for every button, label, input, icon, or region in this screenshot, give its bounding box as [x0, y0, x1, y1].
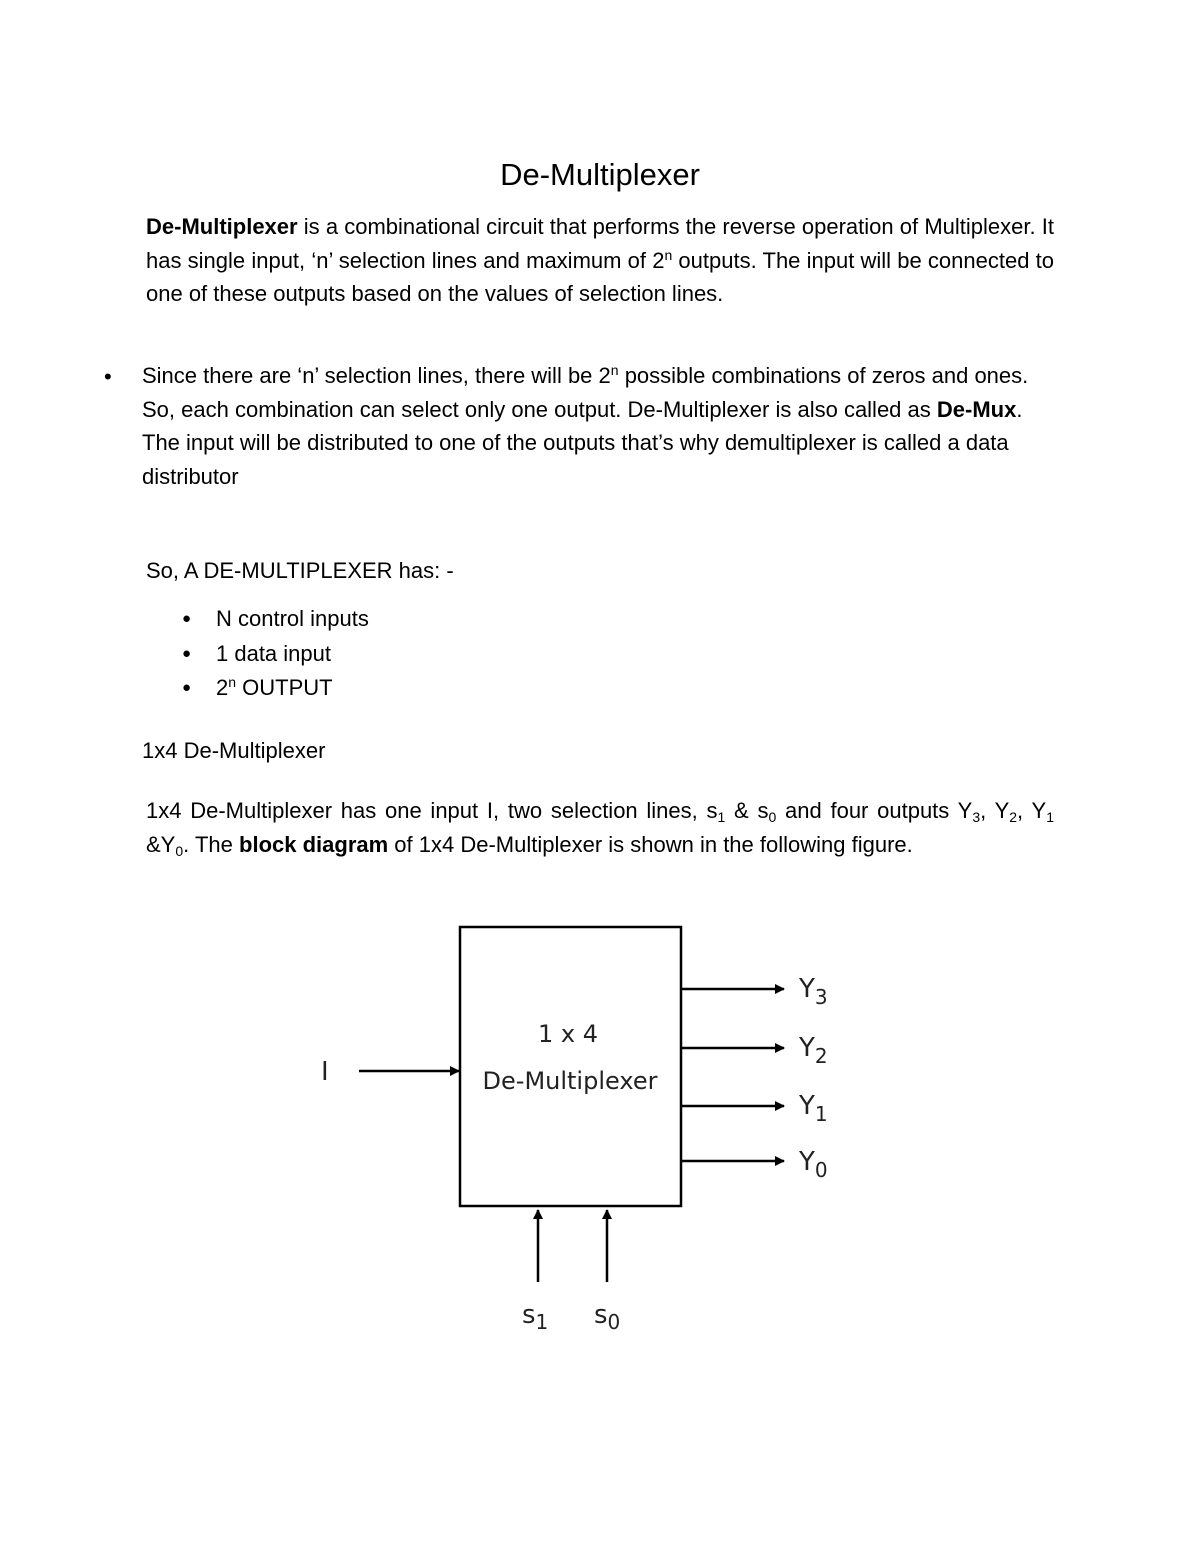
block-label-size: 1 x 4 — [538, 1020, 598, 1048]
sp-sub-2: 2 — [1009, 809, 1018, 825]
sp-text-f: &Y — [146, 831, 176, 857]
sp-text-e: , Y — [1017, 798, 1047, 823]
bullet-sup-n: n — [610, 362, 619, 378]
sp-text-g: . The — [183, 831, 240, 857]
list-item-data-input: ● 1 data input — [182, 637, 369, 672]
output-label-y1: $Y_1$ — [799, 1091, 828, 1126]
page-title: De-Multiplexer — [500, 157, 700, 192]
bullet-dot: • — [104, 364, 112, 389]
output-label-y0: $Y_0$ — [799, 1147, 828, 1182]
intro-bold-term: De-Multiplexer — [146, 214, 298, 239]
input-label: I — [321, 1057, 329, 1087]
sp-sub-0: 0 — [768, 809, 777, 825]
list-item-control-inputs: ● N control inputs — [182, 602, 369, 637]
block-label-name: De-Multiplexer — [482, 1067, 658, 1095]
sp-sub-1: 1 — [717, 809, 726, 825]
intro-sup-n: n — [664, 246, 673, 263]
intro-text-a: is a combinational circuit that performs the reverse operation of Multiplexer. It has single input, ‘n’ selection lines and maximum of 2 — [146, 214, 1054, 273]
sp-text-b: & s — [725, 798, 769, 823]
output-label-y3: $Y_3$ — [799, 974, 828, 1009]
output-label-y2: $Y_2$ — [799, 1033, 828, 1068]
section-heading: 1x4 De-Multiplexer — [142, 738, 326, 763]
summary-heading: So, A DE-MULTIPLEXER has: - — [146, 558, 454, 583]
bullet-bold-term: De-Mux — [936, 396, 1017, 422]
bullet-text-b: possible combinations of zeros and ones. So, each combination can select only one output. De-Multiplexer is also called as — [142, 363, 1029, 422]
sp-sub-3: 3 — [972, 809, 981, 825]
bullet-text-a: Since there are ‘n’ selection lines, there will be 2 — [142, 363, 611, 388]
select-label-s1: $s_1$ — [522, 1300, 549, 1334]
bullet-text-c: . The input will be distributed to one of the outputs that’s why demultiplexer is called a data distributor — [142, 396, 1023, 489]
select-label-s0: $s_0$ — [594, 1300, 621, 1334]
sp-text-a: 1x4 De-Multiplexer has one input I, two selection lines, s — [146, 798, 718, 823]
outputs-rest: OUTPUT — [236, 675, 333, 700]
sp-text-h: of 1x4 De-Multiplexer is shown in the following figure. — [388, 831, 913, 857]
sp-text-c: and four outputs Y — [776, 798, 973, 823]
sp-sub-1b: 1 — [1046, 809, 1054, 825]
intro-text-b: outputs. The input will be connected to one of these outputs based on the values of selection lines. — [146, 247, 1054, 306]
outputs-sup-n: n — [228, 674, 237, 690]
outputs-base: 2 — [216, 675, 229, 700]
sp-bold-term: block diagram — [239, 831, 389, 857]
sp-text-d: , Y — [980, 798, 1010, 823]
sp-sub-0b: 0 — [175, 842, 184, 859]
